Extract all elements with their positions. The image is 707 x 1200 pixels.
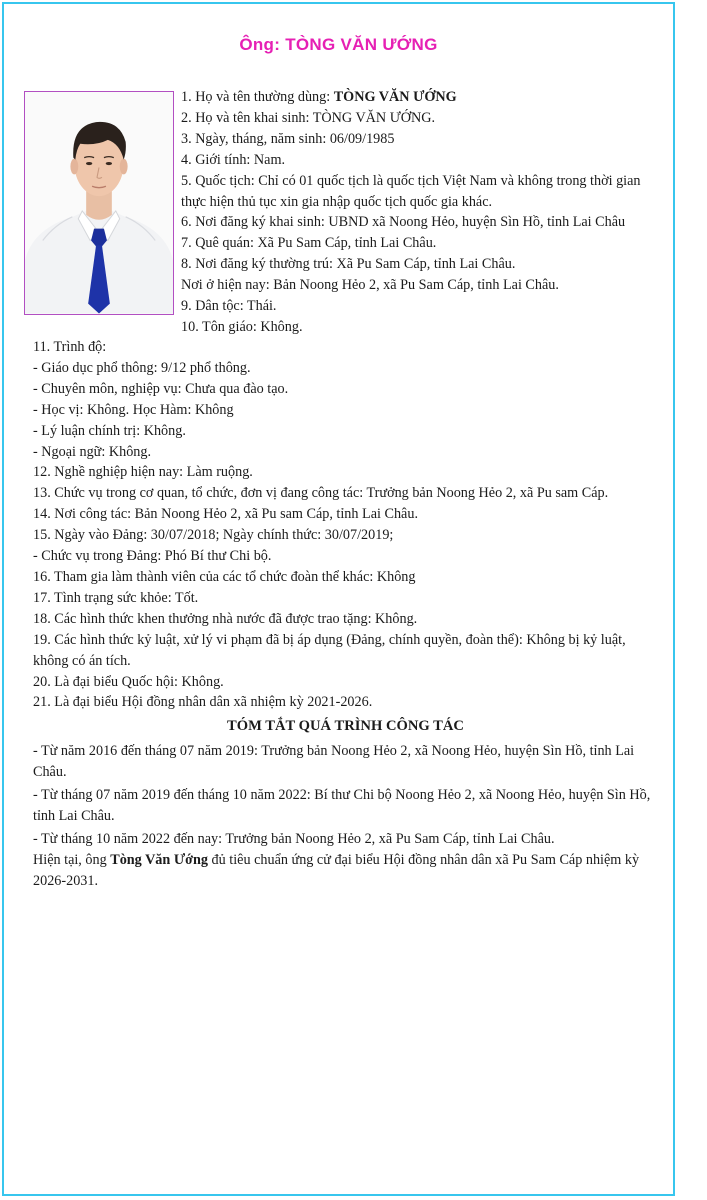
conclusion-name: Tòng Văn Ướng bbox=[110, 851, 208, 868]
info-line-6: 6. Nơi đăng ký khai sinh: UBND xã Noong Hẻo, huyện Sìn Hồ, tỉnh Lai Châu bbox=[181, 214, 626, 231]
detail-line-17: 17. Tình trạng sức khỏe: Tốt. bbox=[33, 589, 199, 606]
detail-line-21: 21. Là đại biểu Hội đồng nhân dân xã nhiệm kỳ 2021-2026. bbox=[33, 694, 373, 711]
info-line-9: 9. Dân tộc: Thái. bbox=[181, 298, 277, 315]
full-name-label: 1. Họ và tên thường dùng: bbox=[181, 89, 334, 105]
detail-line-11: 11. Trình độ: bbox=[33, 339, 107, 355]
info-line-2: 2. Họ và tên khai sinh: TÒNG VĂN ƯỚNG. bbox=[181, 109, 436, 126]
portrait-photo bbox=[24, 91, 174, 315]
info-line-3: 3. Ngày, tháng, năm sinh: 06/09/1985 bbox=[181, 130, 395, 147]
detail-line-14: 14. Nơi công tác: Bản Noong Hẻo 2, xã Pu sam Cáp, tỉnh Lai Châu. bbox=[33, 506, 418, 523]
conclusion-suffix: đủ tiêu chuẩn ứng cử đại biểu Hội đồng nhân dân xã Pu Sam Cáp nhiệm kỳ 2026-2031. bbox=[33, 851, 640, 889]
portrait-icon bbox=[25, 92, 173, 314]
conclusion-paragraph bbox=[33, 850, 658, 892]
work-item-2: - Từ tháng 07 năm 2019 đến tháng 10 năm 2022: Bí thư Chi bộ Noong Hẻo 2, xã Noong Hẻo, huyện Sìn Hồ, tỉnh Lai Châu. bbox=[33, 787, 651, 824]
info-line-10: 10. Tôn giáo: Không. bbox=[181, 318, 303, 335]
work-summary-heading: TÓM TẮT QUÁ TRÌNH CÔNG TÁC bbox=[227, 718, 464, 735]
candidate-title: Ông: TÒNG VĂN ƯỚNG bbox=[239, 35, 438, 54]
info-line-5: 5. Quốc tịch: Chỉ có 01 quốc tịch là quốc tịch Việt Nam và không trong thời gian thực hiện thủ tục xin gia nhập quốc tịch quốc gia khác. bbox=[181, 172, 641, 210]
detail-line-20: 20. Là đại biểu Quốc hội: Không. bbox=[33, 673, 224, 690]
detail-line-11c: - Học vị: Không. Học Hàm: Không bbox=[33, 401, 234, 418]
details-section bbox=[33, 337, 658, 892]
detail-line-13: 13. Chức vụ trong cơ quan, tổ chức, đơn vị đang công tác: Trưởng bản Noong Hẻo 2, xã Pu sam Cáp. bbox=[33, 485, 609, 502]
personal-info bbox=[181, 87, 651, 338]
work-item-1: - Từ năm 2016 đến tháng 07 năm 2019: Trưởng bản Noong Hẻo 2, xã Noong Hẻo, huyện Sìn Hồ, tỉnh Lai Châu. bbox=[33, 743, 635, 781]
work-item-3: - Từ tháng 10 năm 2022 đến nay: Trưởng bản Noong Hẻo 2, xã Pu Sam Cáp, tỉnh Lai Châu. bbox=[33, 830, 555, 847]
info-line-1 bbox=[181, 87, 651, 108]
full-name-value: TÒNG VĂN ƯỚNG bbox=[333, 89, 457, 105]
info-line-7: 7. Quê quán: Xã Pu Sam Cáp, tỉnh Lai Châu. bbox=[181, 235, 437, 252]
info-line-8: 8. Nơi đăng ký thường trú: Xã Pu Sam Cáp, tỉnh Lai Châu. bbox=[181, 256, 516, 273]
info-line-8b: Nơi ở hiện nay: Bản Noong Hẻo 2, xã Pu Sam Cáp, tỉnh Lai Châu. bbox=[181, 277, 559, 294]
detail-line-11e: - Ngoại ngữ: Không. bbox=[33, 443, 152, 460]
detail-line-19: 19. Các hình thức kỷ luật, xử lý vi phạm đã bị áp dụng (Đảng, chính quyền, đoàn thể): Không bị kỷ luật, không có án tích. bbox=[33, 631, 626, 669]
detail-line-18: 18. Các hình thức khen thưởng nhà nước đã được trao tặng: Không. bbox=[33, 610, 418, 627]
detail-line-16: 16. Tham gia làm thành viên của các tổ chức đoàn thể khác: Không bbox=[33, 568, 416, 585]
conclusion-prefix: Hiện tại, ông bbox=[33, 851, 111, 868]
detail-line-11d: - Lý luận chính trị: Không. bbox=[33, 422, 186, 439]
detail-line-15a: - Chức vụ trong Đảng: Phó Bí thư Chi bộ. bbox=[33, 548, 272, 565]
detail-line-11a: - Giáo dục phổ thông: 9/12 phổ thông. bbox=[33, 359, 251, 376]
info-line-4: 4. Giới tính: Nam. bbox=[181, 151, 286, 168]
detail-line-15: 15. Ngày vào Đảng: 30/07/2018; Ngày chính thức: 30/07/2019; bbox=[33, 527, 394, 544]
detail-line-11b: - Chuyên môn, nghiệp vụ: Chưa qua đào tạo. bbox=[33, 380, 289, 397]
detail-line-12: 12. Nghề nghiệp hiện nay: Làm ruộng. bbox=[33, 464, 253, 481]
